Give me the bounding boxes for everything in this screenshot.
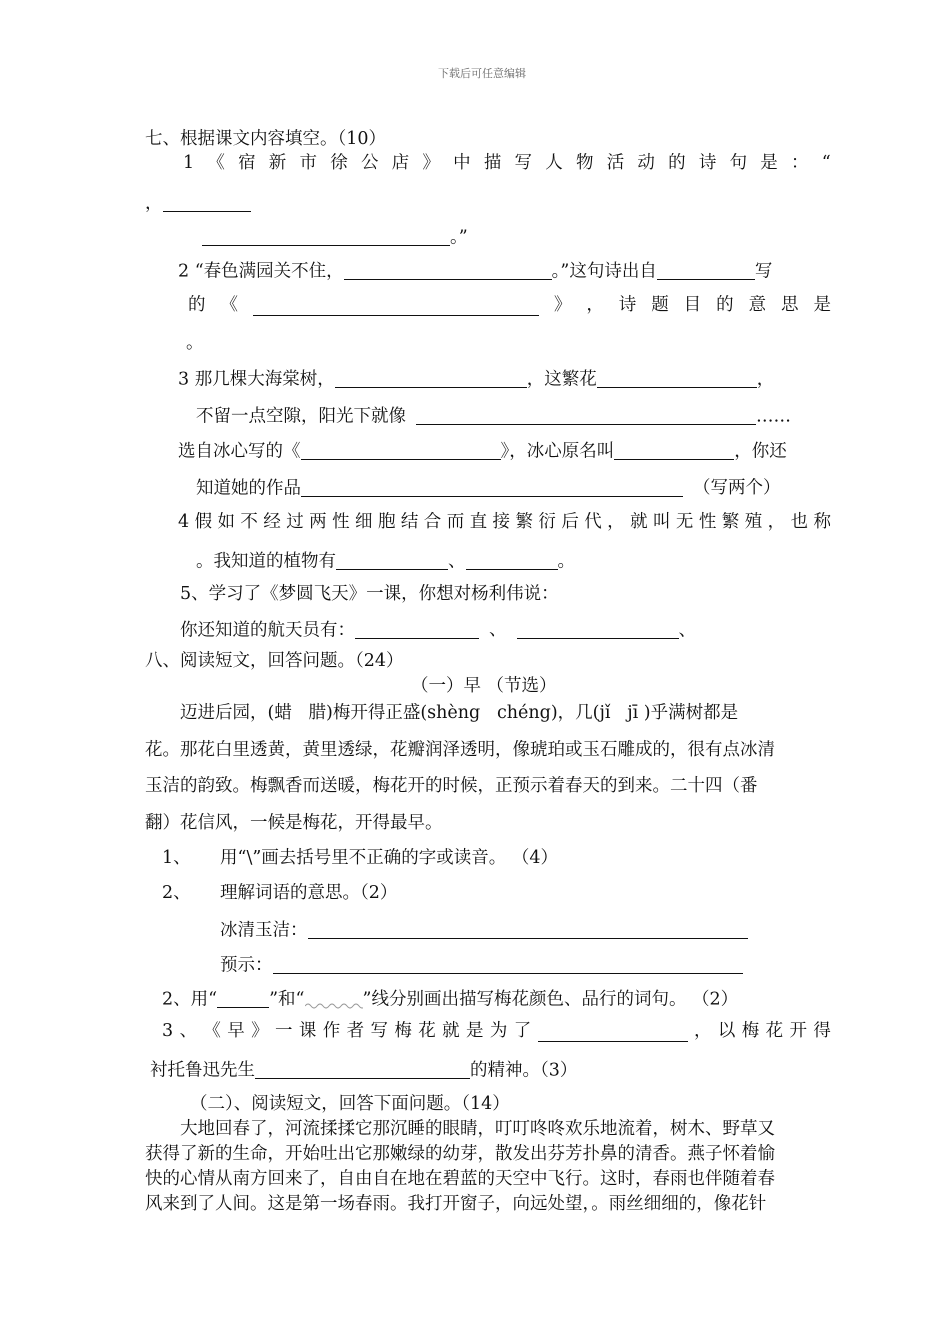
spread-char: ： xyxy=(791,153,809,173)
passage-1-line: 迈进后园，(蜡 腊)梅开得正盛(shèng chéng)，几(jǐ jī )乎满树都是 xyxy=(180,703,739,723)
q7-1-line1 xyxy=(183,155,831,173)
q7-3-line3 xyxy=(178,441,787,461)
q7-5-line2 xyxy=(180,620,696,640)
spread-char: 后 xyxy=(561,512,579,532)
answer-blank[interactable] xyxy=(355,620,479,639)
spread-char: 目 xyxy=(683,295,702,315)
spread-char: ， xyxy=(694,1021,712,1041)
spread-char: 《 xyxy=(207,153,225,173)
q7-4-text: 。我知道的植物有 xyxy=(196,551,336,572)
passage-1-line: 玉洁的韵致。梅飘香而送暖，梅花开的时候，正预示着春天的到来。二十四（番 xyxy=(145,776,758,796)
spread-char: 》 xyxy=(422,153,440,173)
spread-char: 1 xyxy=(183,153,195,173)
q7-5-text: 你还知道的航天员有： xyxy=(180,620,355,641)
spread-char: 早 xyxy=(227,1021,245,1041)
spread-char: ， xyxy=(586,295,604,315)
spread-char: 过 xyxy=(286,512,304,532)
q8-2-word2 xyxy=(220,955,743,975)
spread-char: ， xyxy=(767,512,786,532)
spread-char: 如 xyxy=(217,512,235,532)
spread-char: 叫 xyxy=(653,512,671,532)
spread-char: 为 xyxy=(489,1021,508,1041)
spread-char: 是 xyxy=(760,153,778,173)
spread-char: 徐 xyxy=(330,153,348,173)
spread-char: 思 xyxy=(781,295,799,315)
spread-char: 梅 xyxy=(741,1021,760,1041)
q7-2-line1 xyxy=(178,261,772,281)
spread-char: 物 xyxy=(575,153,594,173)
q7-1-end: 。” xyxy=(450,227,468,248)
q7-4-text: 、 xyxy=(448,551,466,572)
spread-char: “ xyxy=(821,153,831,173)
spread-char: 也 xyxy=(790,512,809,532)
spread-char: 题 xyxy=(651,295,669,315)
spread-char: 开 xyxy=(789,1021,808,1041)
passage-1-line: 翻）花信风，一候是梅花，开得最早。 xyxy=(145,813,443,833)
q7-4-line2 xyxy=(196,551,575,571)
q8-4-text: 的精神。（3） xyxy=(470,1060,578,1081)
q7-3-line2 xyxy=(196,406,791,426)
spread-char: 写 xyxy=(514,153,533,173)
q8-3-text: ”和“ xyxy=(269,989,305,1010)
q7-3-text: ，你还 xyxy=(734,441,787,462)
spread-char: 梅 xyxy=(394,1021,412,1041)
q7-3-text-a: 3 那几棵大海棠树， xyxy=(178,369,335,390)
spread-char: 一 xyxy=(275,1021,293,1041)
spread-char: 、 xyxy=(179,1021,198,1041)
answer-blank[interactable] xyxy=(202,227,450,246)
q8-2-word1 xyxy=(220,920,748,940)
spread-char: 课 xyxy=(298,1021,317,1041)
answer-blank[interactable] xyxy=(614,441,734,460)
spread-char: 是 xyxy=(813,295,831,315)
q7-2-text-b: 。”这句诗出自 xyxy=(551,261,657,282)
spread-char: 》 xyxy=(553,295,572,315)
spread-char: 两 xyxy=(309,512,327,532)
q7-4-line1 xyxy=(178,514,831,532)
spread-char: 动 xyxy=(637,153,655,173)
spread-char: 的 xyxy=(668,153,686,173)
q7-3-text-b: ，这繁花 xyxy=(526,369,597,390)
answer-blank[interactable] xyxy=(657,261,755,280)
passage-2-line: 风来到了人间。这是第一场春雨。我打开窗子，向远处望，。雨丝细细的，像花针 xyxy=(145,1194,767,1214)
answer-blank[interactable] xyxy=(597,369,757,388)
spread-char: 《 xyxy=(220,295,238,315)
spread-char: 就 xyxy=(630,512,648,532)
answer-blank[interactable] xyxy=(517,620,679,639)
passage-2-line: 获得了新的生命，开始吐出它那嫩绿的幼芽，散发出芬芳扑鼻的清香。燕子怀着愉 xyxy=(145,1144,775,1164)
answer-blank[interactable] xyxy=(253,297,539,316)
answer-blank[interactable] xyxy=(416,406,756,425)
answer-blank[interactable] xyxy=(335,369,527,388)
q8-2-word-label: 预示： xyxy=(220,955,273,976)
wavy-underline-sample xyxy=(305,991,363,1009)
answer-blank[interactable] xyxy=(301,478,683,497)
spread-char: 不 xyxy=(240,512,258,532)
answer-blank[interactable] xyxy=(273,955,743,974)
spread-char: 合 xyxy=(423,512,442,532)
spread-char: 者 xyxy=(346,1021,365,1041)
spread-char: 诗 xyxy=(698,153,717,173)
spread-char: 句 xyxy=(729,153,748,173)
spread-char: 市 xyxy=(299,153,318,173)
spread-char: 性 xyxy=(698,512,717,532)
passage-1-line: 花。那花白里透黄，黄里透绿，花瓣润泽透明，像琥珀或玉石雕成的，很有点冰清 xyxy=(145,740,775,760)
spread-char: 3 xyxy=(162,1021,174,1041)
q7-2-text-a: 2 “春色满园关不住， xyxy=(178,261,344,282)
spread-char: 店 xyxy=(391,153,410,173)
section-8-title: 八、阅读短文，回答问题。（24） xyxy=(145,651,404,671)
q7-3-line1 xyxy=(178,369,774,389)
q7-3-text: 不留一点空隙，阳光下就像 xyxy=(196,406,406,427)
spread-char: 意 xyxy=(748,295,767,315)
spread-char: 花 xyxy=(418,1021,436,1041)
q7-3-text: （写两个） xyxy=(693,478,781,499)
q8-1-number: 1、 xyxy=(162,848,191,868)
passage-2-line: 大地回春了，河流揉揉它那沉睡的眼睛，叮叮咚咚欢乐地流着，树木、野草又 xyxy=(180,1119,775,1139)
q8-4-line1 xyxy=(162,1023,831,1042)
spread-char: ， xyxy=(607,512,625,532)
spread-char: 的 xyxy=(188,295,206,315)
q7-2-line3: 。 xyxy=(186,333,204,353)
q8-1-text: 用“\”画去括号里不正确的字或读音。 （4） xyxy=(220,848,558,868)
spread-char: 经 xyxy=(263,512,281,532)
q7-5-text: 、 xyxy=(489,620,507,641)
q7-3-text: 知道她的作品 xyxy=(196,478,301,499)
spread-char: 无 xyxy=(675,512,694,532)
q7-4-text: 。 xyxy=(557,551,575,572)
spread-char: 宿 xyxy=(238,153,256,173)
q7-3-text: 》，冰心原名叫 xyxy=(500,441,615,462)
q8-4-line2 xyxy=(150,1060,577,1080)
spread-char: 繁 xyxy=(515,512,533,532)
q7-1-line3 xyxy=(202,227,468,247)
spread-char: 衍 xyxy=(538,512,556,532)
spread-char: 结 xyxy=(400,512,419,532)
spread-char: 繁 xyxy=(721,512,740,532)
spread-char: 新 xyxy=(268,153,287,173)
page-header: 下载后可任意编辑 xyxy=(438,67,526,80)
spread-char: 4 xyxy=(178,512,190,532)
spread-char: 活 xyxy=(606,153,625,173)
q8-2-word-label: 冰清玉洁： xyxy=(220,920,308,941)
answer-blank[interactable] xyxy=(301,441,501,460)
spread-char: 》 xyxy=(251,1021,269,1041)
spread-char: 作 xyxy=(322,1021,341,1041)
spread-char: 假 xyxy=(194,512,213,532)
spread-char: 写 xyxy=(370,1021,389,1041)
spread-char: 称 xyxy=(813,512,831,532)
q7-5-line1: 5、学习了《梦圆飞天》一课，你想对杨利伟说： xyxy=(180,584,559,604)
spread-char: 胞 xyxy=(377,512,396,532)
spread-char: 是 xyxy=(466,1021,484,1041)
q8-2-text: 理解词语的意思。（2） xyxy=(220,883,398,903)
answer-blank[interactable] xyxy=(336,551,448,570)
section-7-title: 七、根据课文内容填空。（10） xyxy=(145,129,387,149)
spread-char: 的 xyxy=(716,295,734,315)
spread-char: 接 xyxy=(492,512,511,532)
spread-char: 而 xyxy=(446,512,465,532)
spread-char: 就 xyxy=(442,1021,460,1041)
spread-char: 诗 xyxy=(618,295,637,315)
answer-blank[interactable] xyxy=(163,193,251,212)
passage-1-title: （一）早 （节选） xyxy=(411,676,557,696)
passage-2-title: （二）、阅读短文，回答下面问题。（14） xyxy=(190,1094,510,1114)
answer-blank[interactable] xyxy=(538,1023,688,1042)
answer-blank[interactable] xyxy=(255,1060,470,1079)
spread-char: 公 xyxy=(360,153,379,173)
answer-blank[interactable] xyxy=(344,261,552,280)
q7-3-line4 xyxy=(196,478,781,498)
q8-3-text: 2、用“ xyxy=(162,989,218,1010)
spread-char: 中 xyxy=(453,153,471,173)
spread-char: 性 xyxy=(332,512,350,532)
answer-blank[interactable] xyxy=(466,551,558,570)
spread-char: 得 xyxy=(813,1021,831,1041)
spread-char: 以 xyxy=(717,1021,736,1041)
spread-char: 描 xyxy=(483,153,502,173)
q8-3-line xyxy=(162,989,738,1009)
q7-3-text-c: ， xyxy=(756,369,775,390)
spread-char: 直 xyxy=(469,512,488,532)
q8-4-text: 衬托鲁迅先生 xyxy=(150,1060,255,1081)
q7-2-line2 xyxy=(188,297,831,316)
spread-char: 人 xyxy=(545,153,563,173)
q7-1-comma: ， xyxy=(145,193,163,214)
q7-5-text: 、 xyxy=(678,620,696,641)
q7-3-text: 选自冰心写的《 xyxy=(178,441,301,462)
passage-2-line: 快的心情从南方回来了，自由自在地在碧蓝的天空中飞行。这时，春雨也伴随着春 xyxy=(145,1169,775,1189)
spread-char: 细 xyxy=(355,512,373,532)
q7-2-text-c: 写 xyxy=(754,261,773,282)
spread-char: 了 xyxy=(513,1021,532,1041)
q8-2-number: 2、 xyxy=(162,883,191,903)
spread-char: 花 xyxy=(765,1021,784,1041)
q7-1-line2 xyxy=(145,193,251,213)
spread-char: 殖 xyxy=(744,512,763,532)
answer-blank[interactable] xyxy=(308,920,748,939)
spread-char: 《 xyxy=(203,1021,221,1041)
q8-3-text: ”线分别画出描写梅花颜色、品行的词句。 （2） xyxy=(362,989,739,1010)
spread-char: 代 xyxy=(584,512,602,532)
q7-3-ellipsis: …… xyxy=(756,406,791,427)
straight-underline-sample xyxy=(217,989,269,1008)
